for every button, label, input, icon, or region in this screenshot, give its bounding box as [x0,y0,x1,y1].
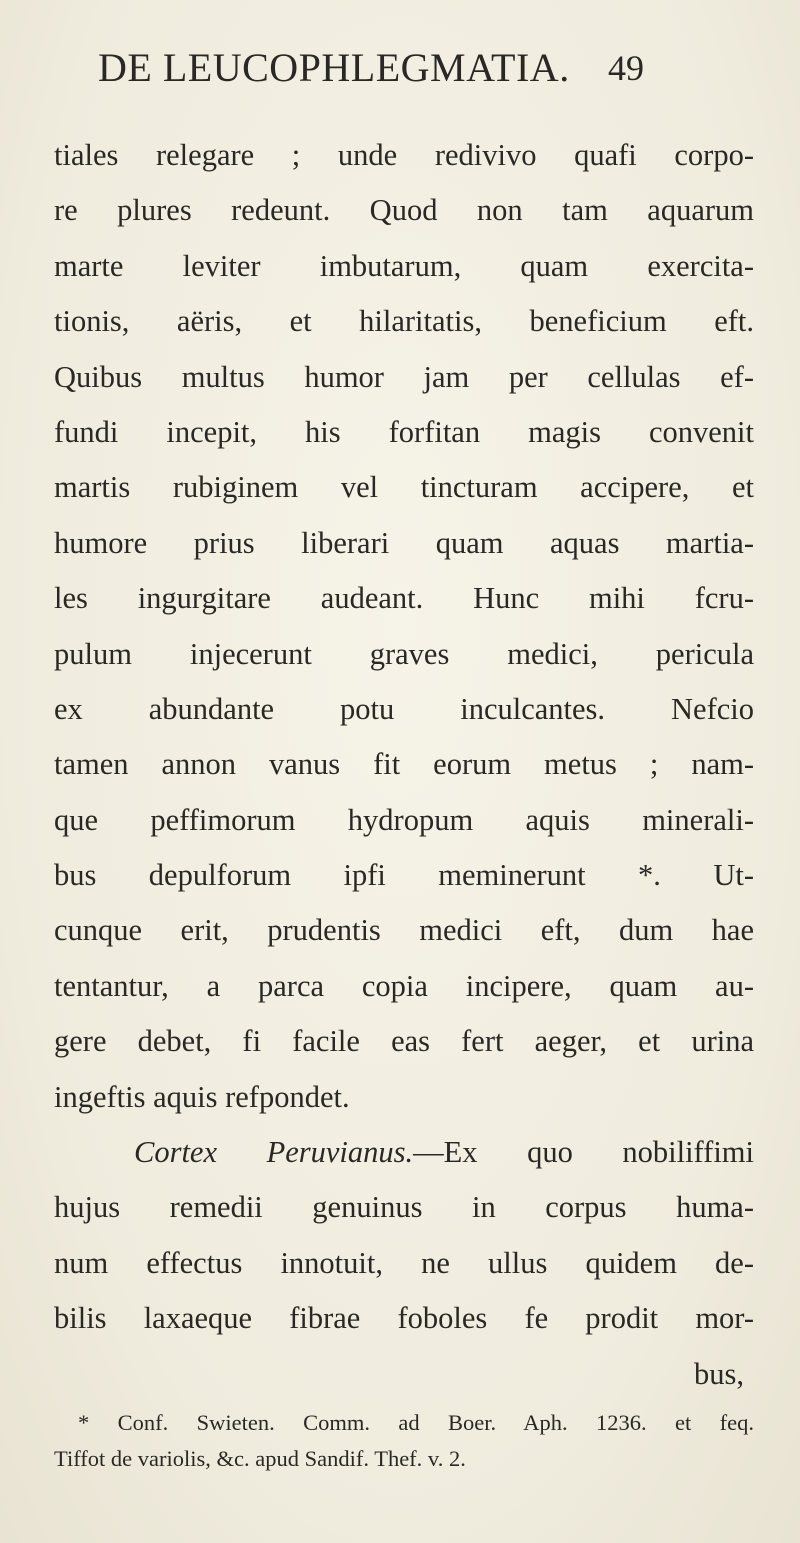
footnote-line: * Conf. Swieten. Comm. ad Boer. Aph. 1236. et feq. [78,1410,754,1435]
text-line: bus depulforum ipfi meminerunt *. Ut- [54,858,754,893]
text-line: re plures redeunt. Quod non tam aquarum [54,193,754,228]
text-line: gere debet, fi facile eas fert aeger, et urina [54,1024,754,1059]
text-line: bilis laxaeque fibrae foboles fe prodit mor- [54,1301,754,1336]
text-line: que peffimorum hydropum aquis minerali- [54,802,754,837]
text-line: ex abundante potu inculcantes. Nefcio [54,691,754,726]
text-line: tiales relegare ; unde redivivo quafi corpo- [54,138,754,172]
text-line: hujus remedii genuinus in corpus huma- [54,1190,754,1225]
footnote-line: Tiffot de variolis, &c. apud Sandif. Thef. v. 2. [54,1446,466,1471]
page-number: 49 [608,48,644,88]
main-text [54,128,754,1402]
text-line: martis rubiginem vel tincturam accipere, et [54,470,754,505]
text-line: cunque erit, prudentis medici eft, dum hae [54,913,754,948]
text-line: ingeftis aquis refpondet. [54,1079,350,1114]
text-line: tamen annon vanus fit eorum metus ; nam- [54,747,754,782]
text-line: fundi incepit, his forfitan magis convenit [54,414,754,449]
text-line: tentantur, a parca copia incipere, quam au- [54,968,754,1003]
text-line: les ingurgitare audeant. Hunc mihi fcru- [54,581,754,616]
section-first-line-text: —Ex quo nobiliffimi [413,1135,754,1170]
text-line: tionis, aëris, et hilaritatis, beneficium eft. [54,304,754,339]
text-line: humore prius liberari quam aquas martia- [54,525,754,560]
catchword: bus, [694,1356,744,1391]
footnotes [54,1405,754,1477]
text-line: marte leviter imbutarum, quam exercita- [54,248,754,283]
text-line: pulum injecerunt graves medici, pericula [54,636,754,671]
text-line: Quibus multus humor jam per cellulas ef- [54,359,754,394]
section-first-line [54,1125,754,1180]
running-title: DE LEUCOPHLEGMATIA. [98,45,570,90]
text-line: num effectus innotuit, ne ullus quidem de- [54,1245,754,1280]
running-header [98,38,644,98]
section-heading: Cortex Peruvianus. [134,1135,414,1170]
